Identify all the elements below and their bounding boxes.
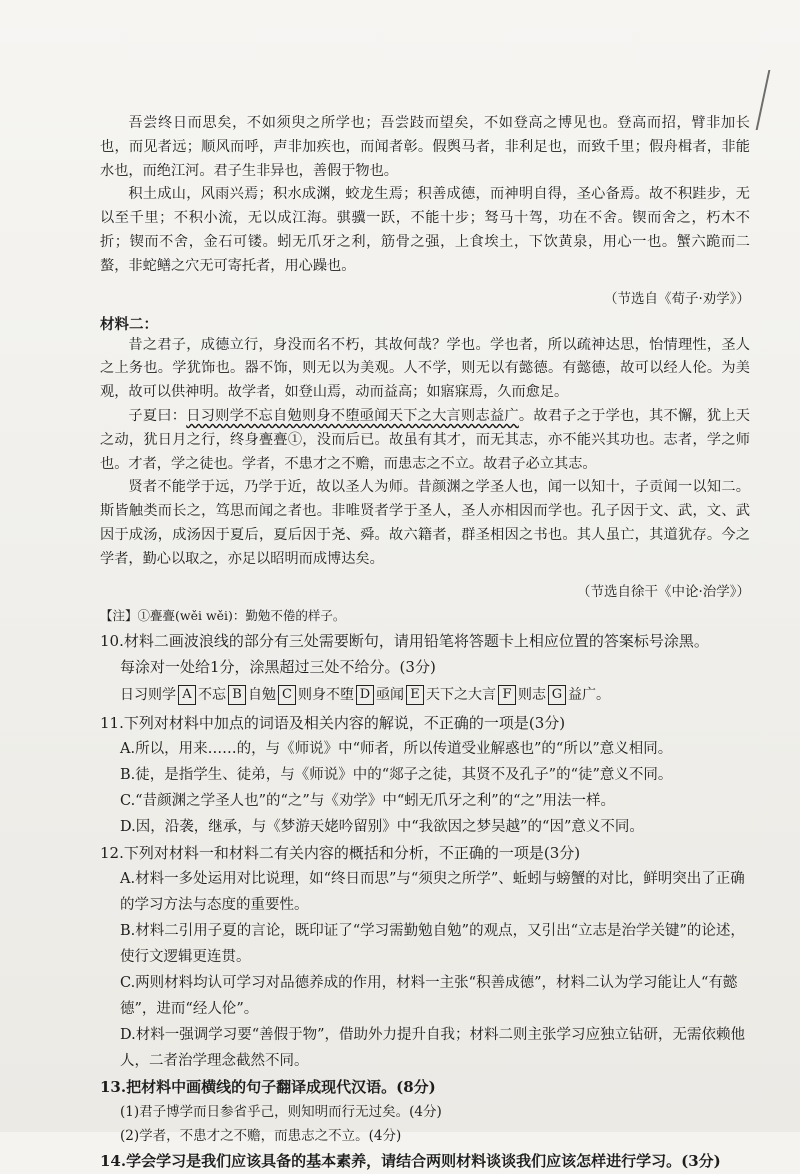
material2-para3: 贤者不能学于远，乃学于近，故以圣人为师。昔颜渊之学圣人也，闻一以知十，子贡闻一以知二。斯皆触类而长之，笃思而闻之者也。非唯贤者学于圣人，圣人亦相因而学也。孔子因于文、武，文、武因于成汤，成汤因于夏后，夏后因于尧、舜。故六籍者，群圣相因之书也。其人虽亡，其道犹存。今之学者，勤心以取之，亦足以昭明而成博达矣。 <box>100 479 750 567</box>
material1-source: （节选自《荀子·劝学》） <box>603 290 750 307</box>
answer-box-d[interactable]: D <box>356 685 374 705</box>
question-13: 13.把材料中画横线的句子翻译成现代汉语。(8分) <box>100 1077 436 1096</box>
question-10-answer-boxes: 日习则学 A 不忘 B 自勉 C 则身不堕 D 亟闻 E 天下之大言 F 则志 G 益广。 <box>120 686 610 703</box>
question-14: 14.学会学习是我们应该具备的基本素养，请结合两则材料谈谈我们应该怎样进行学习。(3分) <box>100 1151 721 1170</box>
edge-handwriting-mark <box>756 70 800 130</box>
wavy-underlined-sentence: 日习则学不忘自勉则身不堕亟闻天下之大言则志益广 <box>186 407 519 424</box>
annotation-note: 【注】①亹亹(wěi wěi)：勤勉不倦的样子。 <box>100 607 346 623</box>
question-13-part2: (2)学者，不患才之不赡，而患志之不立。(4分) <box>120 1127 402 1144</box>
material2-para2: 子夏曰：日习则学不忘自勉则身不堕亟闻天下之大言则志益广。故君子之于学也，其不懈，犹上天之动，犹日月之行，终身亹亹①，没而后已。故虽有其才，而无其志，亦不能兴其功也。志者，学之师也。才者，学之徒也。学者，不患才之不赡，而患志之不立。故君子必立其志。 <box>100 407 750 472</box>
material1-para2: 积土成山，风雨兴焉；积水成渊，蛟龙生焉；积善成德，而神明自得，圣心备焉。故不积跬步，无以至千里；不积小流，无以成江海。骐骥一跃，不能十步；驽马十驾，功在不舍。锲而舍之，朽木不折；锲而不舍，金石可镂。蚓无爪牙之利，筋骨之强，上食埃土，下饮黄泉，用心一也。蟹六跪而二螯，非蛇鳝之穴无可寄托者，用心躁也。 <box>100 186 750 274</box>
material1-para1: 吾尝终日而思矣，不如须臾之所学也；吾尝跂而望矣，不如登高之博见也。登高而招，臂非加长也，而见者远；顺风而呼，声非加疾也，而闻者彰。假舆马者，非利足也，而致千里；假舟楫者，非能水也，而绝江河。君子生非异也，善假于物也。 <box>100 115 750 179</box>
question-11: 11.下列对材料中加点的词语及相关内容的解说，不正确的一项是(3分) <box>100 713 566 732</box>
material2-title: 材料二： <box>100 315 158 333</box>
question-11-options <box>100 736 750 840</box>
answer-box-c[interactable]: C <box>278 685 296 705</box>
q11-option-b[interactable]: B.徒，是指学生、徒弟，与《师说》中的“郯子之徒，其贤不及孔子”的“徒”意义不同。 <box>120 766 673 783</box>
q11-option-c[interactable]: C.“昔颜渊之学圣人也”的“之”与《劝学》中“蚓无爪牙之利”的“之”用法一样。 <box>120 792 615 809</box>
answer-box-e[interactable]: E <box>406 685 424 705</box>
q12-option-c[interactable]: C.两则材料均认可学习对品德养成的作用，材料一主张“积善成德”，材料二认为学习能让人“有懿德”，进而“经人伦”。 <box>120 974 738 1017</box>
answer-box-g[interactable]: G <box>548 685 566 705</box>
document-body <box>100 112 750 1174</box>
question-13-part1: (1)君子博学而日参省乎己，则知明而行无过矣。(4分) <box>120 1103 442 1120</box>
material2-para1: 昔之君子，成德立行，身没而名不朽，其故何哉？学也。学也者，所以疏神达思，怡情理性，圣人之上务也。学犹饰也。器不饰，则无以为美观。人不学，则无以有懿德。有懿德，故可以经人伦。为美观，故可以供神明。故学者，如登山焉，动而益高；如寤寐焉，久而愈足。 <box>100 336 750 401</box>
question-10: 10.材料二画波浪线的部分有三处需要断句，请用铅笔将答题卡上相应位置的答案标号涂黑。 <box>100 631 709 650</box>
q12-option-d[interactable]: D.材料一强调学习要“善假于物”，借助外力提升自我；材料二则主张学习应独立钻研，无需依赖他人，二者治学理念截然不同。 <box>120 1026 746 1069</box>
answer-box-f[interactable]: F <box>498 685 516 705</box>
question-10-line2: 每涂对一处给1分，涂黑超过三处不给分。(3分) <box>120 657 436 676</box>
q11-option-a[interactable]: A.所以，用来……的，与《师说》中“师者，所以传道受业解惑也”的“所以”意义相同。 <box>120 740 673 757</box>
q12-option-b[interactable]: B.材料二引用子夏的言论，既印证了“学习需勤勉自勉”的观点，又引出“立志是治学关键”的论述，使行文逻辑更连贯。 <box>120 922 745 965</box>
question-12-options <box>100 866 750 1074</box>
answer-box-a[interactable]: A <box>178 685 196 705</box>
q12-option-a[interactable]: A.材料一多处运用对比说理，如“终日而思”与“须臾之所学”、蚯蚓与螃蟹的对比，鲜明突出了正确的学习方法与态度的重要性。 <box>120 870 745 913</box>
question-12: 12.下列对材料一和材料二有关内容的概括和分析，不正确的一项是(3分) <box>100 843 581 862</box>
answer-box-b[interactable]: B <box>228 685 246 705</box>
material2-source: （节选自徐干《中论·治学》） <box>576 583 750 600</box>
q11-option-d[interactable]: D.因，沿袭，继承，与《梦游天姥吟留别》中“我欲因之梦吴越”的“因”意义不同。 <box>120 818 644 835</box>
